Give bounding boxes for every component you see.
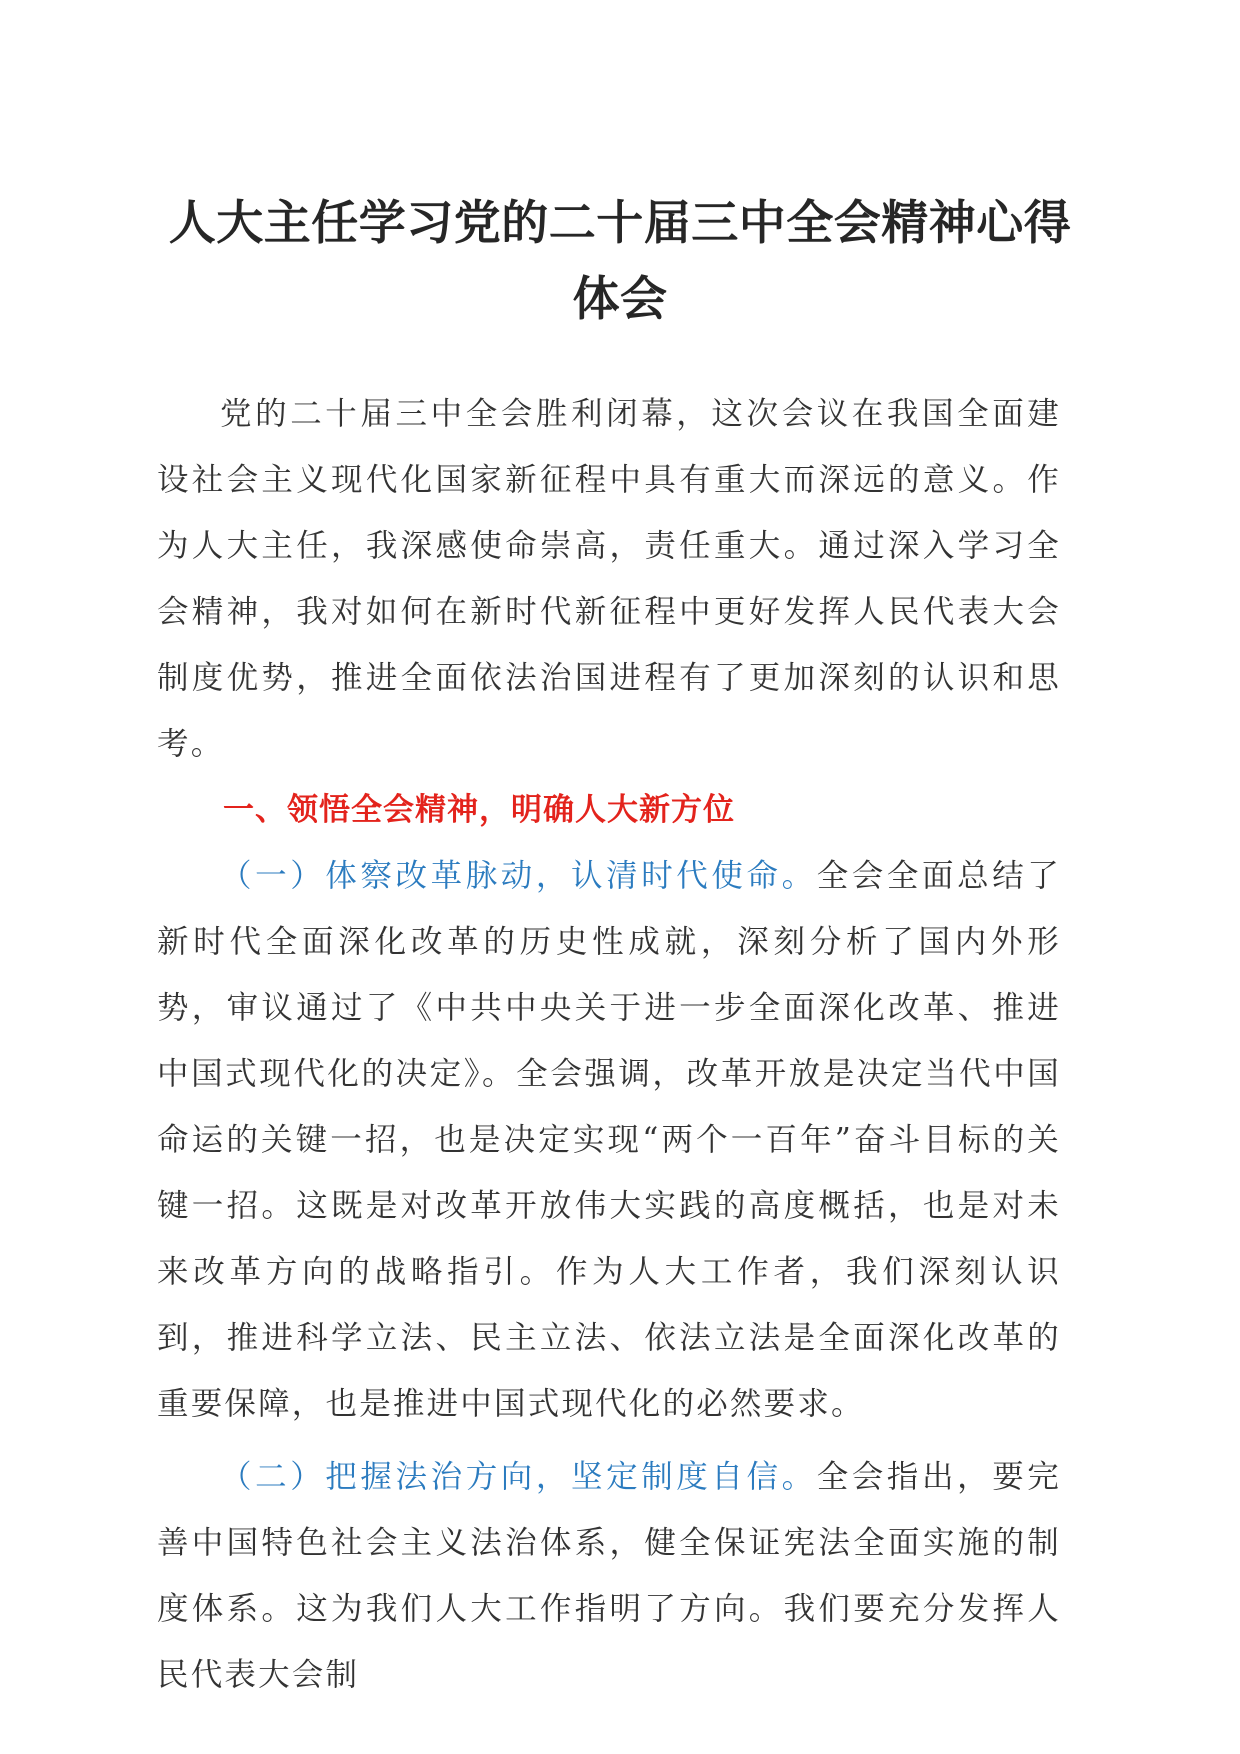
subsection-text-1: 全会全面总结了新时代全面深化改革的历史性成就，深刻分析了国内外形势，审议通过了《中共中央关于进一步全面深化改革、推进中国式现代化的决定》。全会强调，改革开放是决定当代中国命运的关键一招，也是决定实现“两个一百年”奋斗目标的关键一招。这既是对改革开放伟大实践的高度概括，也是对未来改革方向的战略指引。作为人大工作者，我们深刻认识到，推进科学立法、民主立法、依法立法是全面深化改革的重要保障，也是推进中国式现代化的必然要求。	[157, 858, 1062, 1422]
subsection-heading-1: （一）体察改革脉动，认清时代使命。	[220, 858, 817, 894]
intro-paragraph: 党的二十届三中全会胜利闭幕，这次会议在我国全面建设社会主义现代化国家新征程中具有重大而深远的意义。作为人大主任，我深感使命崇高，责任重大。通过深入学习全会精神，我对如何在新时代新征程中更好发挥人民代表大会制度优势，推进全面依法治国进程有了更加深刻的认识和思考。	[157, 396, 1061, 762]
document-body	[157, 381, 1061, 1708]
subsection-text-2: 全会指出，要完善中国特色社会主义法治体系，健全保证宪法全面实施的制度体系。这为我们人大工作指明了方向。我们要充分发挥人民代表大会制	[157, 1459, 1062, 1693]
subsection-paragraph-2	[157, 1444, 1061, 1708]
subsection-heading-2: （二）把握法治方向，坚定制度自信。	[220, 1459, 817, 1495]
subsection-paragraph-1	[157, 843, 1061, 1437]
section-heading-1: 一、领悟全会精神，明确人大新方位	[223, 792, 735, 828]
document-title: 人大主任学习党的二十届三中全会精神心得体会	[168, 196, 1072, 327]
